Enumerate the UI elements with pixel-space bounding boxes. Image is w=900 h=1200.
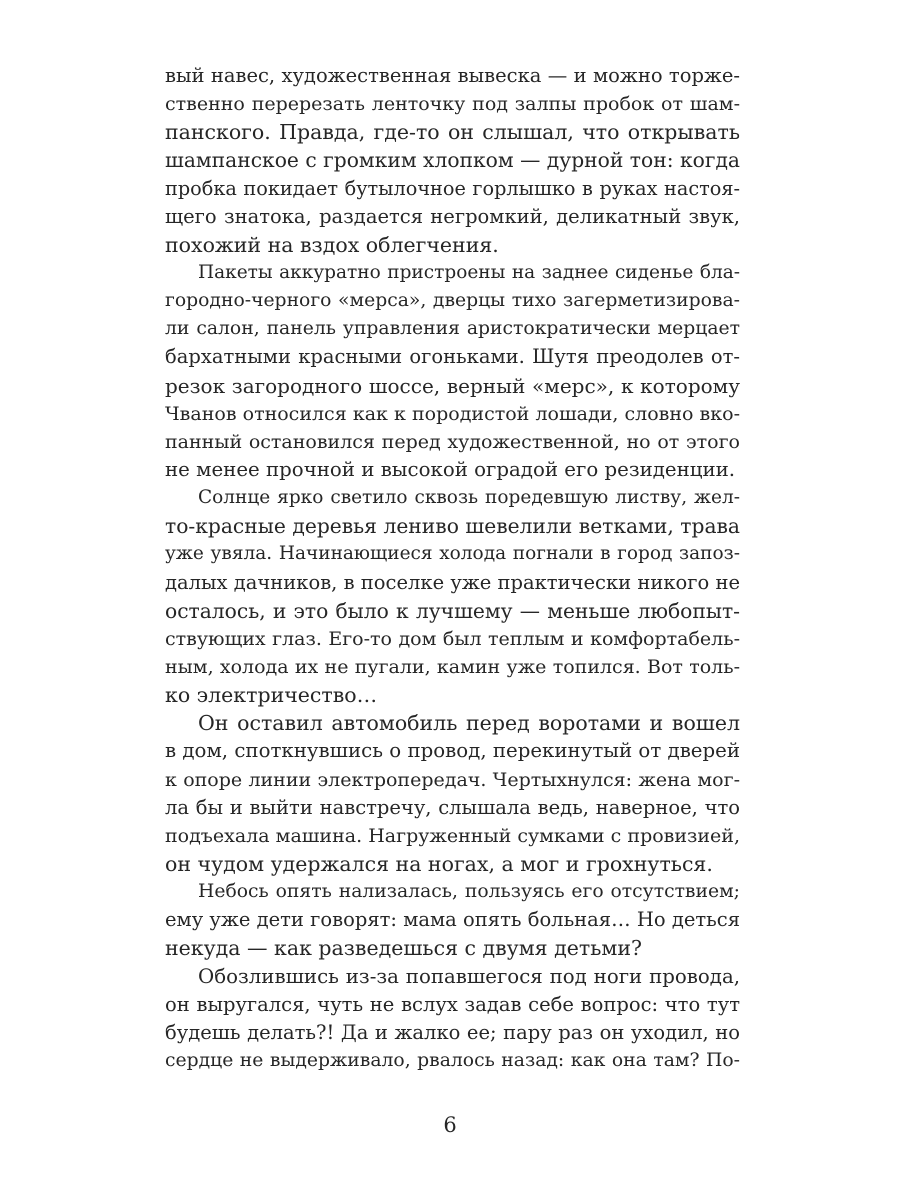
paragraph-2 xyxy=(165,259,740,484)
text-line: ли салон, панель управления аристократически мерцает xyxy=(165,318,740,340)
text-line: к опоре линии электропередач. Чертыхнулся: жена мог- xyxy=(165,768,740,791)
text-line: Солнце ярко светило сквозь поредевшую листву, жел- xyxy=(198,487,740,509)
text-line: городно-черного «мерса», дверцы тихо загерметизирова- xyxy=(165,290,740,312)
paragraph-6 xyxy=(165,963,740,1076)
text-line: Он оставил автомобиль перед воротами и вошел xyxy=(198,711,740,736)
text-line: то-красные деревья лениво шевелили ветками, трава xyxy=(165,514,740,539)
text-line: Чванов относился как к породистой лошади, словно вко- xyxy=(165,402,740,425)
body-text xyxy=(165,62,740,1075)
text-line: Небось опять нализалась, пользуясь его отсутствием; xyxy=(198,881,740,903)
text-line: вый навес, художественная вывеска — и можно торже- xyxy=(165,64,740,87)
text-line: подъехала машина. Нагруженный сумками с провизией, xyxy=(165,824,740,847)
text-line: в дом, споткнувшись о провод, перекинутый от дверей xyxy=(165,739,740,763)
text-line: не менее прочной и высокой оградой его резиденции. xyxy=(165,457,736,481)
paragraph-3 xyxy=(165,484,740,709)
text-line: он выругался, чуть не вслух задав себе вопрос: что тут xyxy=(165,992,740,1016)
text-line: Обозлившись из-за попавшегося под ноги провода, xyxy=(198,964,740,988)
text-line: пробка покидает бутылочное горлышко в руках настоя- xyxy=(165,176,740,200)
text-line: ему уже дети говорят: мама опять больная… Но деться xyxy=(165,908,740,932)
text-line: далых дачников, в поселке уже практически никого не xyxy=(165,570,740,594)
text-line: ла бы и выйти навстречу, слышала ведь, наверное, что xyxy=(165,795,740,819)
paragraph-4 xyxy=(165,709,740,878)
text-line: панского. Правда, где-то он слышал, что открывать xyxy=(165,120,740,145)
text-line: шампанское с громким хлопком — дурной тон: когда xyxy=(165,148,740,173)
text-line: резок загородного шоссе, верный «мерс», к которому xyxy=(165,373,740,398)
text-line: ствующих глаз. Его-то дом был теплым и комфортабель- xyxy=(165,627,740,650)
text-line: осталось, и это было к лучшему — меньше любопыт- xyxy=(165,598,740,623)
text-line: сердце не выдерживало, рвалось назад: как она там? По- xyxy=(165,1049,740,1071)
text-line: некуда — как разведешься с двумя детьми? xyxy=(165,936,642,961)
text-line: похожий на вздох облегчения. xyxy=(165,232,499,257)
text-line: панный остановился перед художественной, но от этого xyxy=(165,430,740,453)
text-line: он чудом удержался на ногах, а мог и грохнуться. xyxy=(165,851,713,876)
text-line: ственно перерезать ленточку под залпы пробок от шам- xyxy=(165,93,740,116)
text-line: уже увяла. Начинающиеся холода погнали в город запоз- xyxy=(165,543,740,565)
text-line: Пакеты аккуратно пристроены на заднее сиденье бла- xyxy=(198,261,740,283)
page-number: 6 xyxy=(443,1113,457,1137)
text-line: бархатными красными огоньками. Шутя преодолев от- xyxy=(165,345,740,369)
text-line: щего знатока, раздается негромкий, деликатный звук, xyxy=(165,204,740,228)
text-line: ко электричество… xyxy=(165,683,378,708)
text-line: будешь делать?! Да и жалко ее; пару раз он уходил, но xyxy=(165,1020,740,1044)
paragraph-1 xyxy=(165,62,740,259)
paragraph-5 xyxy=(165,878,740,962)
text-line: ным, холода их не пугали, камин уже топился. Вот толь- xyxy=(165,655,740,678)
